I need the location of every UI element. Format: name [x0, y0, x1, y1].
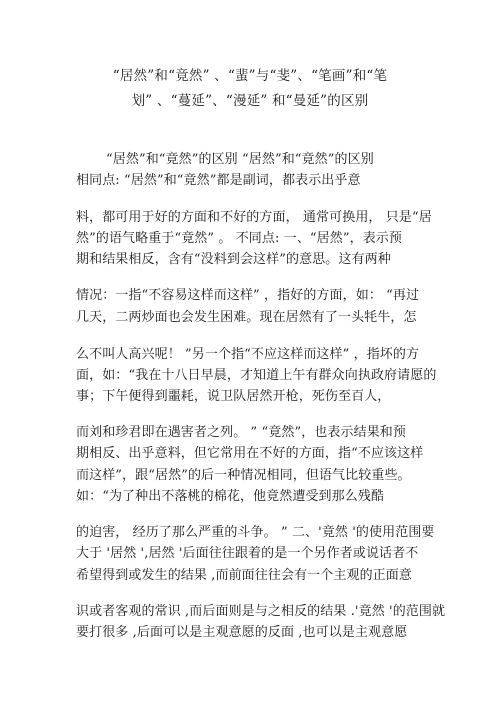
paragraph-line: 期和结果相反，含有“没料到会这样”的意思。这有两种 [76, 252, 391, 267]
paragraph-line: 而这样”，跟“居然”的后一种情况相同，但语气比较重些。 [76, 468, 411, 483]
paragraph-line: 而刘和珍君即在遇害者之列。 ” “竟然”，也表示结果和预 [76, 425, 407, 440]
paragraph-line: 的迫害， 经历了那么严重的斗争。 ” 二、'竟然 '的使用范围要 [76, 525, 435, 540]
paragraph-line: 识或者客观的常识 ,而后面则是与之相反的结果 .'竟然 '的范围就 [76, 604, 446, 619]
paragraph-line: 面，如：“我在十八日早晨，才知道上午有群众向执政府请愿的 [76, 368, 437, 383]
paragraph-line: 期相反、出乎意料，但它常用在不好的方面，指“不应该这样 [76, 446, 424, 461]
paragraph-line: 然”的语气略重于“竟然” 。 不同点: 一、“居然”，表示预 [76, 231, 403, 246]
paragraph-line: 如：“为了种出不落桃的棉花，他竟然遭受到那么残酷 [76, 489, 385, 504]
paragraph-line: 么不叫人高兴呢！ ”另一个指“不应这样而这样” ，指坏的方 [76, 347, 420, 362]
paragraph-line: 相同点: “居然”和“竟然”都是副词，都表示出乎意 [76, 173, 361, 188]
paragraph-line: 事；下午便得到噩耗，说卫队居然开枪，死伤至百人， [76, 389, 391, 404]
paragraph-line: 料，都可用于好的方面和不好的方面， 通常可换用， 只是“居 [76, 210, 432, 225]
paragraph-line: 希望得到或发生的结果 ,而前面往往会有一个主观的正面意 [76, 568, 412, 583]
document-title-line-1: “居然”和“竟然” 、“蜚”与“斐”、“笔画”和“笔 [112, 68, 388, 84]
paragraph-line: 几天，二两炒面也会发生困难。现在居然有了一头牦牛，怎 [76, 310, 417, 325]
paragraph-line: 情况：一指“不容易这样而这样” ，指好的方面，如： “再过 [76, 288, 420, 303]
paragraph-line: 大于 '居然 ',居然 '后面往往跟着的是一个另作者或说话者不 [76, 546, 419, 561]
paragraph-line: “居然”和“竟然”的区别 “居然”和“竟然”的区别 [106, 152, 374, 167]
document-title-line-2: 划” 、“蔓延”、“漫延” 和“曼延”的区别 [131, 93, 369, 109]
paragraph-line: 要打很多 ,后面可以是主观意愿的反面 ,也可以是主观意愿 [76, 625, 408, 640]
